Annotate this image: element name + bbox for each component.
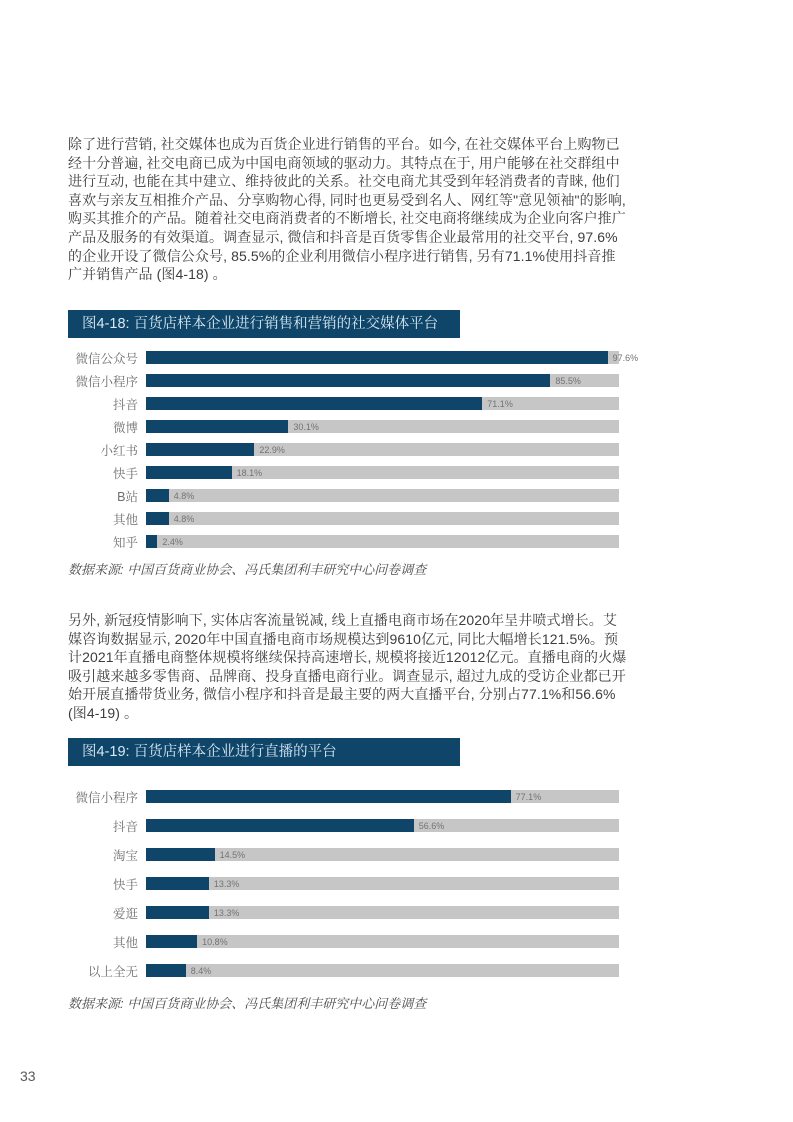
bar-row <box>68 369 619 392</box>
bar-value-label: 56.6% <box>418 820 445 831</box>
bar-row <box>68 956 619 985</box>
bar-category-label: 微信小程序 <box>75 374 138 389</box>
bar-track <box>146 877 619 890</box>
bar-row <box>68 346 639 369</box>
bar-track <box>146 848 619 861</box>
bar-track <box>146 819 619 832</box>
bar-category-label: 其他 <box>112 935 138 950</box>
figure-4-18-data-source: 数据来源: 中国百货商业协会、冯氏集团利丰研究中心问卷调查 <box>68 562 427 577</box>
bar-row <box>68 869 619 898</box>
bar-fill <box>146 374 550 387</box>
bar-fill <box>146 466 232 479</box>
bar-value-label: 22.9% <box>259 444 285 455</box>
bar-category-label: 微博 <box>112 420 138 435</box>
bar-row <box>68 415 619 438</box>
bar-fill <box>146 935 197 948</box>
bar-fill <box>146 489 169 502</box>
bar-category-label: 淘宝 <box>112 848 138 863</box>
bar-row <box>68 811 619 840</box>
bar-fill <box>146 848 215 861</box>
figure-4-18-title-banner: 图4-18: 百货店样本企业进行销售和营销的社交媒体平台 <box>68 310 460 338</box>
bar-fill <box>146 819 414 832</box>
bar-row <box>68 782 619 811</box>
bar-value-label: 77.1% <box>515 791 542 802</box>
bar-category-label: 快手 <box>112 466 138 481</box>
bar-fill <box>146 964 186 977</box>
bar-fill <box>146 906 209 919</box>
bar-row <box>68 507 619 530</box>
bar-fill <box>146 512 169 525</box>
body-paragraph-livestream-commerce: 另外, 新冠疫情影响下, 实体店客流量锐减, 线上直播电商市场在2020年呈井喷式增长。艾媒咨询数据显示, 2020年中国直播电商市场规模达到9610亿元, 同比大幅增长121.5%。预计2021年直播电商整体规模将继续保持高速增长, 规模将接近12012亿元。直播电商的火爆吸引越来越多零售商、品牌商、投身直播电商行业。调查显示, 超过九成的受访企业都已开始开展直播带货业务, 微信小程序和抖音是最主要的两大直播平台, 分别占77.1%和56.6% (图4-19) 。 <box>68 612 627 721</box>
bar-category-label: B站 <box>117 489 138 504</box>
bar-row <box>68 530 619 553</box>
bar-fill <box>146 790 511 803</box>
bar-track <box>146 535 619 548</box>
bar-track <box>146 397 619 410</box>
bar-row <box>68 927 619 956</box>
bar-track <box>146 512 619 525</box>
bar-row <box>68 438 619 461</box>
figure-4-19-data-source: 数据来源: 中国百货商业协会、冯氏集团利丰研究中心问卷调查 <box>68 996 427 1011</box>
page-number: 33 <box>20 1068 36 1084</box>
bar-row <box>68 461 619 484</box>
bar-value-label: 14.5% <box>219 849 246 860</box>
bar-category-label: 其他 <box>112 512 138 527</box>
bar-category-label: 以上全无 <box>87 964 138 979</box>
bar-value-label: 13.3% <box>213 907 240 918</box>
bar-track <box>146 935 619 948</box>
bar-track <box>146 466 619 479</box>
bar-category-label: 爱逛 <box>112 906 138 921</box>
bar-track <box>146 420 619 433</box>
figure-4-19-title-banner: 图4-19: 百货店样本企业进行直播的平台 <box>68 738 460 766</box>
bar-fill <box>146 397 482 410</box>
bar-value-label: 85.5% <box>555 375 581 386</box>
bar-value-label: 97.6% <box>612 352 639 363</box>
bar-value-label: 13.3% <box>213 878 240 889</box>
bar-track <box>146 351 639 364</box>
bar-value-label: 18.1% <box>236 467 263 478</box>
bar-category-label: 抖音 <box>112 819 138 834</box>
bar-track <box>146 374 619 387</box>
bar-value-label: 4.8% <box>173 490 195 501</box>
bar-fill <box>146 351 608 364</box>
bar-fill <box>146 420 288 433</box>
bar-fill <box>146 443 254 456</box>
bar-category-label: 微信公众号 <box>75 351 138 366</box>
figure-4-19-bar-chart <box>68 782 619 985</box>
bar-value-label: 8.4% <box>190 965 212 976</box>
bar-value-label: 2.4% <box>162 536 183 547</box>
bar-value-label: 10.8% <box>202 936 228 947</box>
bar-category-label: 快手 <box>112 877 138 892</box>
bar-category-label: 知乎 <box>112 535 138 550</box>
figure-4-18-bar-chart <box>68 346 639 553</box>
bar-fill <box>146 877 209 890</box>
bar-row <box>68 484 619 507</box>
bar-fill <box>146 535 157 548</box>
bar-category-label: 微信小程序 <box>75 790 138 805</box>
bar-value-label: 30.1% <box>293 421 319 432</box>
bar-value-label: 71.1% <box>487 398 513 409</box>
bar-row <box>68 898 619 927</box>
bar-row <box>68 840 619 869</box>
body-paragraph-social-commerce: 除了进行营销, 社交媒体也成为百货企业进行销售的平台。如今, 在社交媒体平台上购物已经十分普遍, 社交电商已成为中国电商领域的驱动力。其特点在于, 用户能够在社交群组中进行互动, 也能在其中建立、维持彼此的关系。社交电商尤其受到年轻消费者的青睐, 他们喜欢与亲友互相推介产品、分享购物心得, 同时也更易受到名人、网红等"意见领袖"的影响, 购买其推介的产品。随着社交电商消费者的不断增长, 社交电商将继续成为企业向客户推广产品及服务的有效渠道。调查显示, 微信和抖音是百货零售企业最常用的社交平台, 97.6%的企业开设了微信公众号, 85.5%的企业利用微信小程序进行销售, 另有71.1%使用抖音推广并销售产品 (图4-18) 。 <box>68 136 626 283</box>
bar-track <box>146 964 619 977</box>
bar-value-label: 4.8% <box>173 513 195 524</box>
bar-track <box>146 443 619 456</box>
bar-track <box>146 489 619 502</box>
bar-track <box>146 906 619 919</box>
bar-category-label: 小红书 <box>100 443 138 458</box>
bar-row <box>68 392 619 415</box>
bar-category-label: 抖音 <box>112 397 138 412</box>
bar-track <box>146 790 619 803</box>
